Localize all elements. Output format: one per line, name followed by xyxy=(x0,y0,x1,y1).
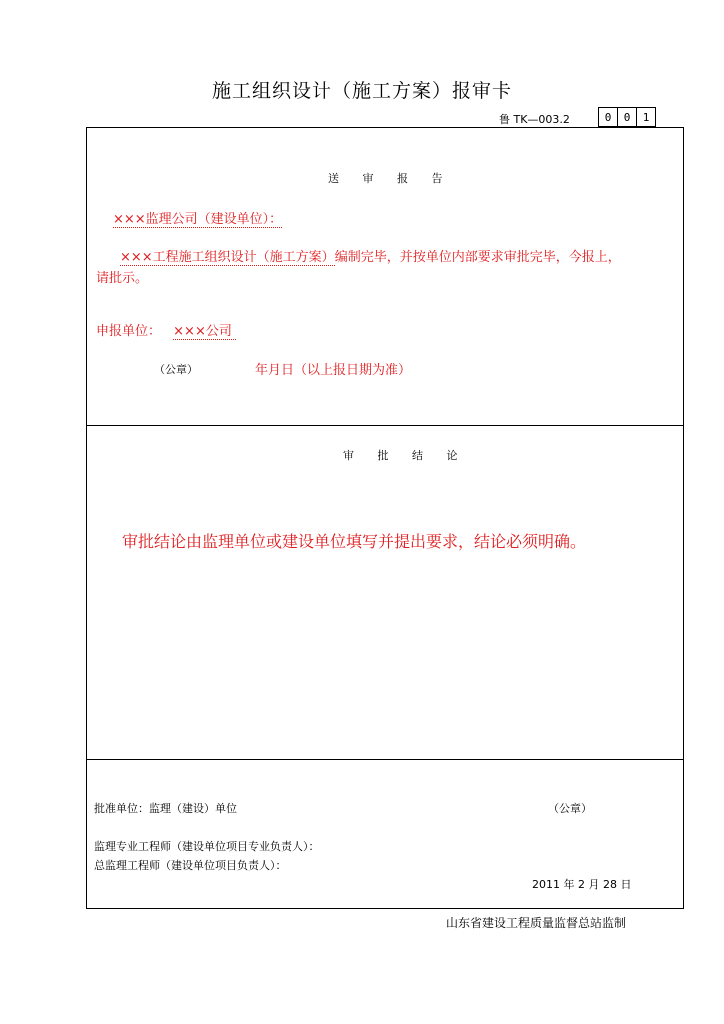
section-divider xyxy=(86,759,684,760)
supervising-engineer: 监理专业工程师（建设单位项目专业负责人）： xyxy=(94,840,320,853)
applicant-row xyxy=(96,320,236,339)
serial-digit: 1 xyxy=(636,107,656,127)
addressee-text: ×××监理公司（建设单位）： xyxy=(113,212,283,227)
submission-body-line2: 请批示。 xyxy=(96,271,149,286)
issuer-note: 山东省建设工程质量监督总站监制 xyxy=(446,916,627,930)
submission-date-note: 年月日（以上报日期为准） xyxy=(255,363,412,378)
applicant-value: ×××公司 xyxy=(173,324,236,340)
form-frame xyxy=(86,127,684,909)
body-text: 编制完毕，并按单位内部要求审批完毕，今报上， xyxy=(334,250,621,265)
approver-seal: （公章） xyxy=(548,802,592,815)
page-title: 施工组织设计（施工方案）报审卡 xyxy=(211,80,512,102)
serial-digit: 0 xyxy=(617,107,637,127)
submission-seal: （公章） xyxy=(154,363,198,376)
submission-body-line1 xyxy=(120,246,621,265)
applicant-label: 申报单位： xyxy=(96,324,162,339)
form-code: 鲁 TK—003.2 xyxy=(499,113,570,126)
serial-number-boxes xyxy=(599,107,656,127)
chief-engineer: 总监理工程师（建设单位项目负责人）： xyxy=(94,859,287,872)
section-divider xyxy=(86,425,684,426)
approval-instruction: 审批结论由监理单位或建设单位填写并提出要求，结论必须明确。 xyxy=(122,532,587,551)
project-name: ×××工程施工组织设计（施工方案） xyxy=(120,250,335,265)
approver-unit: 批准单位：监理（建设）单位 xyxy=(94,802,237,815)
addressee xyxy=(113,208,282,227)
approval-date: 2011 年 2 月 28 日 xyxy=(532,878,632,891)
serial-digit: 0 xyxy=(598,107,618,127)
approval-heading: 审 批 结 论 xyxy=(343,449,468,462)
submission-heading: 送 审 报 告 xyxy=(328,172,453,185)
